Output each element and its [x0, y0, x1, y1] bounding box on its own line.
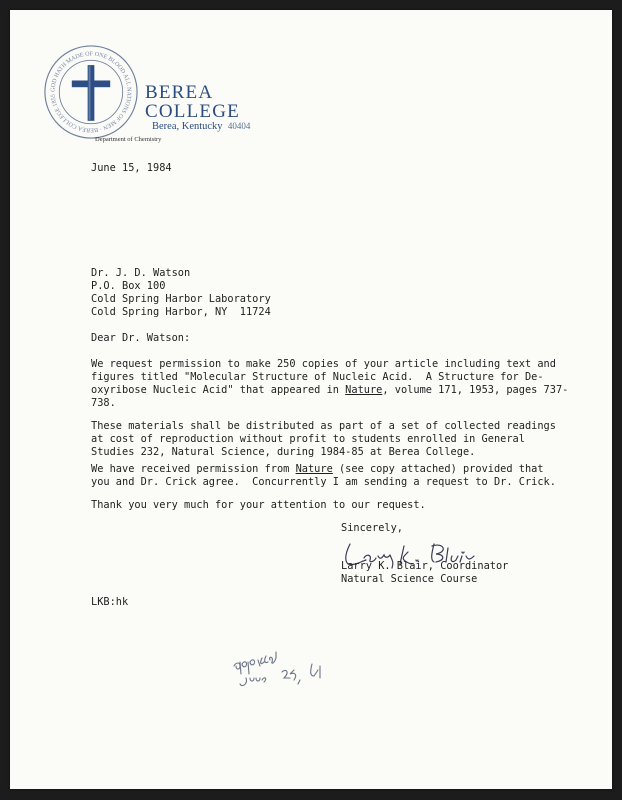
college-name-line2: COLLEGE: [145, 101, 240, 122]
college-seal-logo: [43, 44, 139, 140]
college-address: [152, 121, 250, 132]
college-city: Berea, Kentucky: [152, 121, 223, 132]
recipient-city: Cold Spring Harbor, NY 11724: [91, 306, 271, 318]
paragraph-3-line-1-start: We have received permission from: [91, 463, 296, 475]
signer-title: Natural Science Course: [341, 573, 478, 585]
college-zip: 40404: [227, 121, 251, 131]
salutation: Dear Dr. Watson:: [91, 332, 191, 344]
signer-name: Larry K. Blair, Coordinator: [341, 560, 509, 572]
department-name: Department of Chemistry: [95, 136, 162, 143]
college-name-line1: BEREA: [145, 82, 214, 103]
journal-title-nature-2: Nature: [295, 463, 333, 475]
paragraph-3-line-2: you and Dr. Crick agree. Concurrently I am sending a request to Dr. Crick.: [91, 476, 556, 488]
letter-page: [10, 10, 612, 789]
closing: Sincerely,: [341, 522, 403, 534]
college-name: [145, 83, 240, 121]
paragraph-3-line-1-end: (see copy attached) provided that: [332, 463, 544, 475]
paragraph-2-line-3: Studies 232, Natural Science, during 1984-85 at Berea College.: [91, 446, 476, 458]
recipient-name: Dr. J. D. Watson: [91, 267, 191, 279]
recipient-org: Cold Spring Harbor Laboratory: [91, 293, 271, 305]
typist-initials: LKB:hk: [91, 596, 129, 608]
paragraph-1-line-3-start: oxyribose Nucleic Acid" that appeared in: [91, 384, 346, 396]
journal-title-nature: Nature: [345, 384, 383, 396]
paragraph-2-line-1: These materials shall be distributed as part of a set of collected readings: [91, 420, 556, 432]
letter-date: June 15, 1984: [91, 162, 172, 174]
paragraph-3-line-1: [91, 463, 544, 476]
svg-text:GOD HATH MADE OF ONE BLOOD ALL: GOD HATH MADE OF ONE BLOOD ALL NATIONS OF MEN · BEREA COLLEGE 1855: [50, 51, 132, 133]
paragraph-1-line-3: [91, 384, 568, 397]
paragraph-2-line-2: at cost of reproduction without profit to students enrolled in General: [91, 433, 525, 445]
paragraph-1-line-1: We request permission to make 250 copies of your article including text and: [91, 358, 556, 370]
handwritten-approval-note: [232, 644, 332, 690]
paragraph-4: Thank you very much for your attention to our request.: [91, 499, 426, 511]
paragraph-1-line-2: figures titled "Molecular Structure of Nucleic Acid. A Structure for De-: [91, 371, 544, 383]
paragraph-1-line-4: 738.: [91, 397, 116, 409]
paragraph-1-line-3-end: , volume 171, 1953, pages 737-: [382, 384, 569, 396]
recipient-box: P.O. Box 100: [91, 280, 166, 292]
